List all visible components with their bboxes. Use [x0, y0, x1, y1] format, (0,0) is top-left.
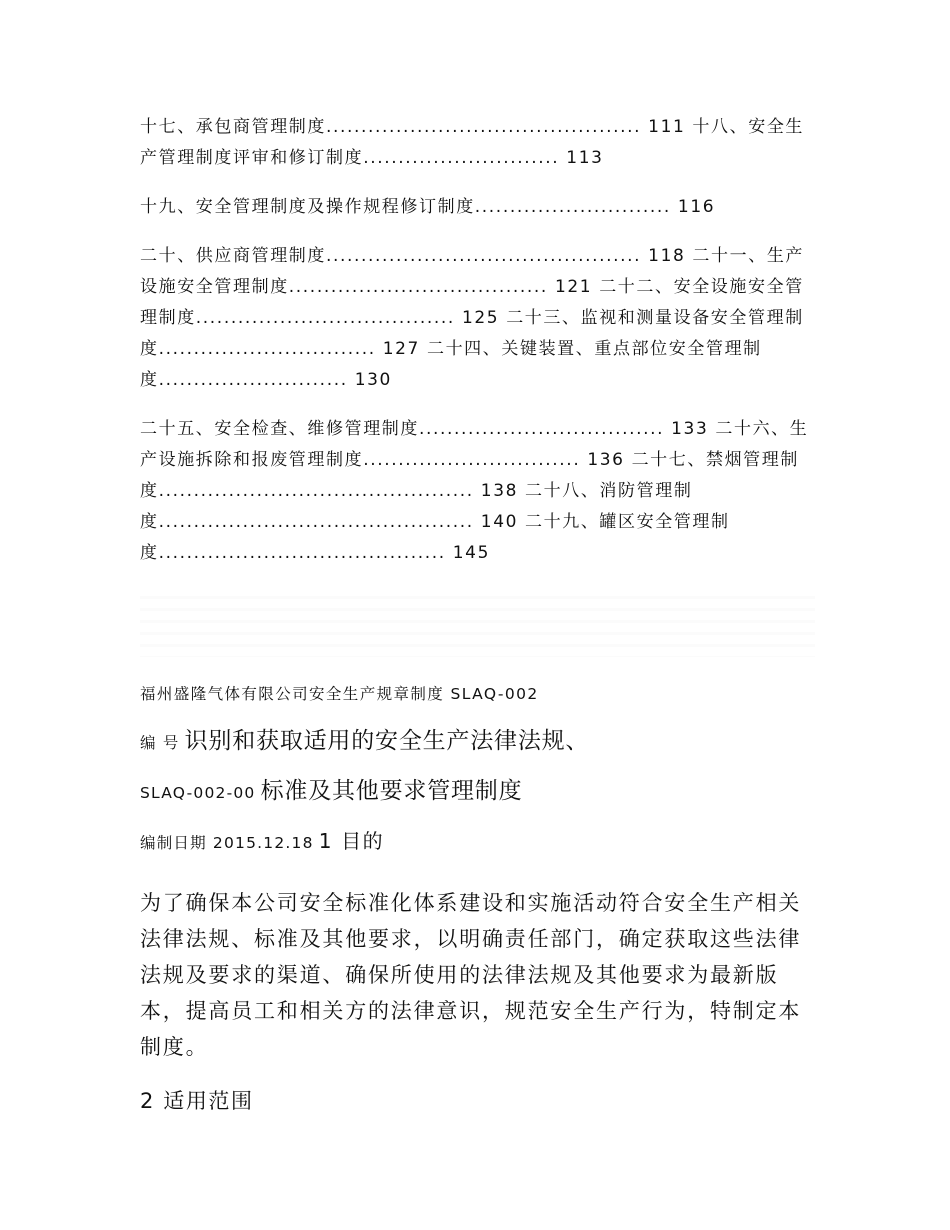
- section-1-heading: 1 目的: [318, 829, 385, 853]
- toc-paragraph: 十九、安全管理制度及操作规程修订制度............................ 116: [140, 197, 716, 217]
- document-title-line1: 识别和获取适用的安全生产法律法规、: [184, 728, 590, 754]
- table-of-contents: [140, 112, 815, 569]
- company-regulation-header: 福州盛隆气体有限公司安全生产规章制度 SLAQ-002: [140, 685, 539, 703]
- document-code-row: [140, 773, 815, 811]
- number-label: 编 号: [140, 734, 180, 752]
- purpose-paragraph: 为了确保本公司安全标准化体系建设和实施活动符合安全生产相关法律法规、标准及其他要求，以明确责任部门，确定获取这些法律法规及要求的渠道、确保所使用的法律法规及其他要求为最新版本，提高员工和相关方的法律意识，规范安全生产行为，特制定本制度。: [140, 891, 802, 1059]
- document-code: SLAQ-002-00: [140, 784, 256, 802]
- document-title-line2: 标准及其他要求管理制度: [260, 778, 523, 804]
- document-page: [140, 112, 815, 1115]
- document-number-row: [140, 723, 815, 761]
- section-2-heading: 2 适用范围: [140, 1089, 254, 1113]
- faint-watermark-band: [140, 587, 815, 657]
- toc-paragraph: 二十、供应商管理制度............................................. 118 二十一、生产设施安全管理制度..................................... 121 二十二、安全设施安全管理制度..................................... 125 二十三、监视和测量设备安全管理制度............................... 127 二十四、关键装置、重点部位安全管理制度........................... 130: [140, 246, 805, 390]
- compile-date: 编制日期 2015.12.18: [140, 834, 314, 852]
- compile-date-row: [140, 823, 815, 861]
- toc-paragraph: 十七、承包商管理制度............................................. 111 十八、安全生产管理制度评审和修订制度............................ 113: [140, 117, 805, 168]
- toc-paragraph: 二十五、安全检查、维修管理制度................................... 133 二十六、生产设施拆除和报废管理制度............................... 136 二十七、禁烟管理制度............................................. 138 二十八、消防管理制度............................................. 140 二十九、罐区安全管理制度......................................... 145: [140, 419, 809, 563]
